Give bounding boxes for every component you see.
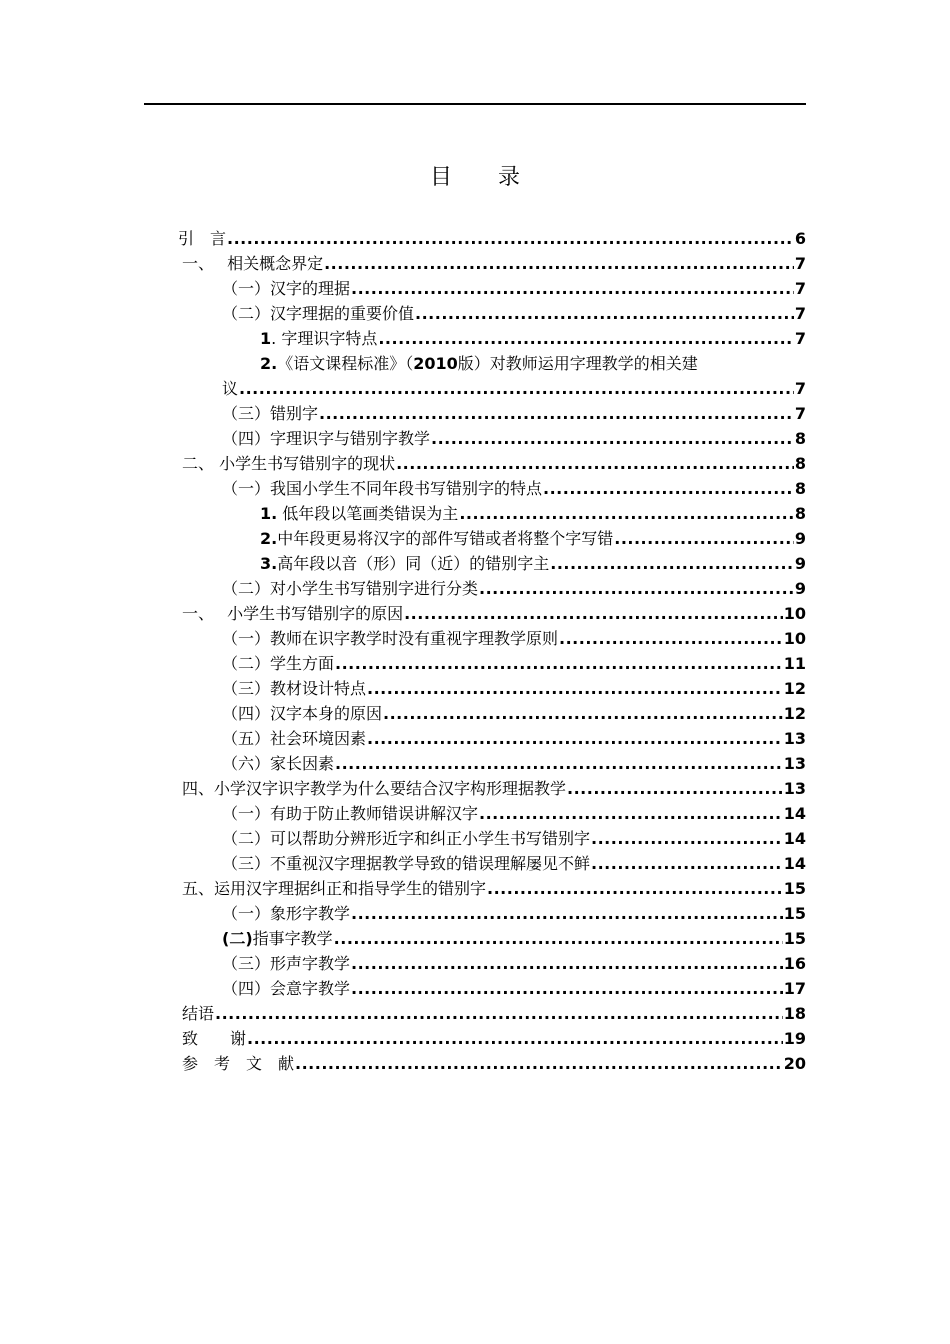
toc-entry[interactable]: （二）对小学生书写错别字进行分类 ..... 9 [222, 574, 806, 599]
toc-entry[interactable]: （三）不重视汉字理据教学导致的错误理解屡见不鲜 ..... 14 [222, 849, 806, 874]
toc-entry[interactable]: （四）汉字本身的原因 ..... 12 [222, 699, 806, 724]
toc-entry[interactable]: （四）会意字教学 ..... 17 [222, 974, 806, 999]
toc-entry[interactable]: 3.高年段以音（形）同（近）的错别字主 ..... 9 [260, 549, 806, 574]
title-char-2: 录 [498, 165, 521, 190]
toc-entry[interactable]: （二）可以帮助分辨形近字和纠正小学生书写错别字 ..... 14 [222, 824, 806, 849]
toc-entry[interactable]: 一、 小学生书写错别字的原因 ..... 10 [182, 599, 806, 624]
toc-entry[interactable]: 议 ..... 7 [222, 374, 806, 399]
toc-entry[interactable]: （六）家长因素 ..... 13 [222, 749, 806, 774]
title-char-1: 目 [429, 165, 452, 190]
toc-entry[interactable]: （一）教师在识字教学时没有重视字理教学原则 ..... 10 [222, 624, 806, 649]
toc-entry[interactable]: 参 考 文 献 ..... 20 [182, 1049, 806, 1074]
toc-entry[interactable]: （三）错别字 ..... 7 [222, 399, 806, 424]
page-title [0, 160, 950, 191]
toc-entry[interactable]: 2.中年段更易将汉字的部件写错或者将整个字写错 ..... 9 [260, 524, 806, 549]
toc-entry[interactable]: 四、小学汉字识字教学为什么要结合汉字构形理据教学 ..... 13 [182, 774, 806, 799]
toc-entry[interactable]: （二）汉字理据的重要价值 ..... 7 [222, 299, 806, 324]
toc-entry[interactable]: （一）象形字教学 ..... 15 [222, 899, 806, 924]
toc-entry[interactable]: （三）形声字教学 ..... 16 [222, 949, 806, 974]
toc-entry[interactable]: 1. 低年段以笔画类错误为主 ..... 8 [260, 499, 806, 524]
toc-entry[interactable]: （四）字理识字与错别字教学 ..... 8 [222, 424, 806, 449]
toc-entry[interactable]: 1. 字理识字特点 ..... 7 [260, 324, 806, 349]
toc-entry[interactable]: （一）我国小学生不同年段书写错别字的特点 ..... 8 [222, 474, 806, 499]
toc-entry[interactable]: (二)指事字教学 ..... 15 [222, 924, 806, 949]
toc-entry[interactable]: 五、运用汉字理据纠正和指导学生的错别字 ..... 15 [182, 874, 806, 899]
toc-entry[interactable]: （一）汉字的理据 ..... 7 [222, 274, 806, 299]
toc-entry[interactable]: （三）教材设计特点 ..... 12 [222, 674, 806, 699]
toc-entry[interactable]: （一）有助于防止教师错误讲解汉字 ..... 14 [222, 799, 806, 824]
header-rule [144, 103, 806, 105]
toc-entry[interactable]: 结语 ..... 18 [182, 999, 806, 1024]
toc-entry[interactable]: （二）学生方面 ..... 11 [222, 649, 806, 674]
toc-entry[interactable]: 致 谢 ..... 19 [182, 1024, 806, 1049]
toc-entry[interactable]: 一、 相关概念界定 ..... 7 [182, 249, 806, 274]
toc-entry[interactable]: 二、 小学生书写错别字的现状 ..... 8 [182, 449, 806, 474]
toc-entry[interactable]: 引 言 ..... 6 [178, 224, 806, 249]
toc-entry[interactable]: （五）社会环境因素 ..... 13 [222, 724, 806, 749]
toc-entry-wrapped[interactable]: 2. 《语文课程标准》（ 2010 版）对教师运用字理教学的相关建 [260, 354, 698, 373]
